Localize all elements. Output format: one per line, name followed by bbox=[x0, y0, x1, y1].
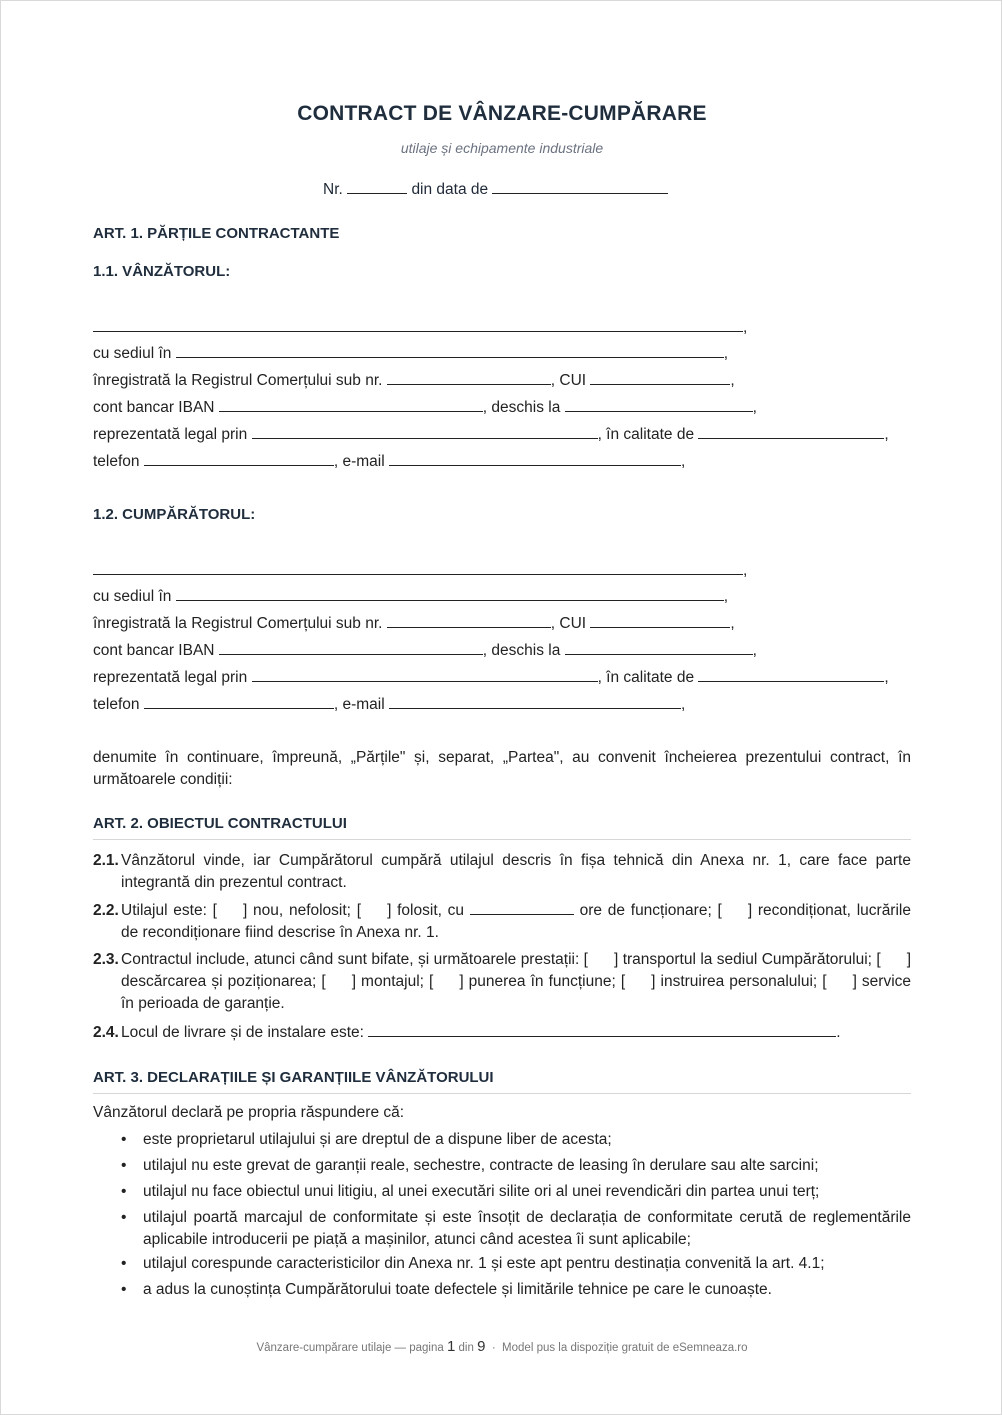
nr-label: Nr. bbox=[323, 181, 343, 198]
footer-page-number: 1 bbox=[446, 1338, 456, 1355]
clause-part: ] descărcarea și poziționarea; [ bbox=[121, 951, 911, 990]
clause-text: Vânzătorul vinde, iar Cumpărătorul cumpără utilajul descris în fișa tehnică din Anexa nr. 1, care face parte integrantă din prezentul contract. bbox=[121, 852, 911, 891]
reg-blank bbox=[387, 370, 551, 385]
declaration-item bbox=[121, 1207, 911, 1251]
email-blank bbox=[389, 694, 681, 709]
art2-heading: ART. 2. OBIECTUL CONTRACTULUI bbox=[93, 815, 347, 832]
calitate-label: , în calitate de bbox=[597, 426, 695, 443]
cui-label: , CUI bbox=[550, 615, 587, 632]
clause-part: ] folosit, cu bbox=[387, 902, 465, 919]
clause-2-2 bbox=[93, 900, 911, 944]
clause-number: 2.2. bbox=[93, 902, 119, 919]
reg-label: înregistrată la Registrul Comerțului sub nr. bbox=[93, 615, 383, 632]
clause-number: 2.3. bbox=[93, 951, 119, 968]
seller-contact-line bbox=[93, 451, 685, 471]
declaration-text: a adus la cunoștința Cumpărătorului toate defectele și limitările tehnice pe care le cunoaște. bbox=[143, 1281, 772, 1298]
declaration-item bbox=[121, 1129, 911, 1151]
calitate-label: , în calitate de bbox=[597, 669, 695, 686]
seller-sediu-line bbox=[93, 343, 728, 363]
seller-name-line bbox=[93, 317, 747, 337]
iban-blank bbox=[219, 397, 483, 412]
calitate-blank bbox=[698, 424, 884, 439]
declaration-text: este proprietarul utilajului și are dreptul de a dispune liber de acesta; bbox=[143, 1131, 612, 1148]
buyer-name-blank bbox=[93, 560, 743, 575]
comma: , bbox=[752, 399, 757, 416]
footer-doc-label: Vânzare-cumpărare utilaje — pagina bbox=[256, 1342, 444, 1354]
sediu-label: cu sediul în bbox=[93, 345, 172, 362]
parties-closing-paragraph: denumite în continuare, împreună, „Părțile" și, separat, „Partea", au convenit încheierea prezentului contract, în următoarele condiții: bbox=[93, 749, 911, 788]
clause-text bbox=[93, 900, 911, 944]
page-footer bbox=[1, 1338, 1002, 1355]
declaration-item bbox=[121, 1155, 911, 1177]
bullet-icon: • bbox=[121, 1157, 127, 1174]
footer-of: din bbox=[458, 1342, 474, 1354]
clause-number: 2.1. bbox=[93, 852, 119, 869]
comma: , bbox=[743, 319, 748, 336]
telefon-blank bbox=[144, 694, 334, 709]
telefon-label: telefon bbox=[93, 696, 140, 713]
declaration-text: utilajul poartă marcajul de conformitate și este însoțit de declarația de conformitate cerută de reglementările aplicabile introducerii pe piață a mașinilor, atunci când acestea îi sunt aplicabile; bbox=[143, 1209, 911, 1248]
clause-part: Contractul include, atunci când sunt bifate, și următoarele prestații: [ bbox=[121, 951, 588, 968]
iban-label: cont bancar IBAN bbox=[93, 399, 215, 416]
seller-name-blank bbox=[93, 317, 743, 332]
seller-heading: 1.1. VÂNZĂTORUL: bbox=[93, 263, 231, 280]
clause-part: ] recondiționat, lucrările de recondiționare fiind descrise în Anexa nr. 1. bbox=[121, 902, 911, 941]
date-label: din data de bbox=[411, 181, 489, 198]
buyer-name-line bbox=[93, 560, 747, 580]
deschis-label: , deschis la bbox=[482, 399, 561, 416]
clause-part: ] nou, nefolosit; [ bbox=[242, 902, 362, 919]
bullet-icon: • bbox=[121, 1255, 127, 1272]
art3-intro: Vânzătorul declară pe propria răspundere că: bbox=[93, 1104, 405, 1121]
seller-iban-line bbox=[93, 397, 757, 417]
comma: , bbox=[743, 562, 748, 579]
footer-separator: · bbox=[491, 1342, 496, 1354]
email-label: , e-mail bbox=[333, 453, 385, 470]
buyer-reg-line bbox=[93, 613, 735, 633]
hours-blank bbox=[470, 901, 574, 915]
telefon-label: telefon bbox=[93, 453, 140, 470]
clause-part: ore de funcționare; [ bbox=[579, 902, 722, 919]
comma: , bbox=[723, 345, 729, 362]
comma: , bbox=[730, 615, 735, 632]
bullet-icon: • bbox=[121, 1209, 127, 1226]
declaration-item bbox=[121, 1279, 911, 1301]
art3-divider bbox=[93, 1093, 911, 1094]
clause-part: ] transportul la sediul Cumpărătorului; [ bbox=[613, 951, 881, 968]
rep-label: reprezentată legal prin bbox=[93, 669, 248, 686]
rep-blank bbox=[252, 667, 598, 682]
comma: , bbox=[884, 426, 889, 443]
buyer-sediu-line bbox=[93, 586, 728, 606]
rep-blank bbox=[252, 424, 598, 439]
declaration-text: utilajul nu este grevat de garanții reale, sechestre, contracte de leasing în derulare sau alte sarcini; bbox=[143, 1157, 819, 1174]
seller-reg-line bbox=[93, 370, 735, 390]
reg-label: înregistrată la Registrul Comerțului sub nr. bbox=[93, 372, 383, 389]
comma: , bbox=[681, 696, 686, 713]
clause-number: 2.4. bbox=[93, 1024, 119, 1041]
delivery-place-blank bbox=[368, 1023, 836, 1037]
iban-blank bbox=[219, 640, 483, 655]
email-label: , e-mail bbox=[333, 696, 385, 713]
email-blank bbox=[389, 451, 681, 466]
buyer-heading: 1.2. CUMPĂRĂTORUL: bbox=[93, 506, 256, 523]
clause-part: ] instruirea personalului; [ bbox=[651, 973, 827, 990]
comma: , bbox=[752, 642, 757, 659]
bullet-icon: • bbox=[121, 1183, 127, 1200]
declaration-item bbox=[121, 1181, 911, 1203]
comma: , bbox=[884, 669, 889, 686]
declaration-text: utilajul nu face obiectul unui litigiu, al unei executări silite ori al unei revendicări din partea unui terț; bbox=[143, 1183, 820, 1200]
clause-2-1 bbox=[93, 850, 911, 894]
contract-number-line bbox=[323, 180, 668, 199]
nr-blank bbox=[347, 180, 407, 194]
rep-label: reprezentată legal prin bbox=[93, 426, 248, 443]
date-blank bbox=[492, 180, 668, 194]
iban-label: cont bancar IBAN bbox=[93, 642, 215, 659]
art1-heading: ART. 1. PĂRȚILE CONTRACTANTE bbox=[93, 225, 340, 242]
telefon-blank bbox=[144, 451, 334, 466]
art2-divider bbox=[93, 839, 911, 840]
clause-part: Utilajul este: [ bbox=[121, 902, 217, 919]
clause-part: Locul de livrare și de instalare este: bbox=[121, 1024, 364, 1041]
declaration-text: utilajul corespunde caracteristicilor din Anexa nr. 1 și este apt pentru destinația convenită la art. 4.1; bbox=[143, 1255, 825, 1272]
footer-total-pages: 9 bbox=[477, 1338, 486, 1355]
sediu-label: cu sediul în bbox=[93, 588, 172, 605]
clause-part: ] punerea în funcțiune; [ bbox=[459, 973, 626, 990]
bullet-icon: • bbox=[121, 1281, 127, 1298]
buyer-rep-line bbox=[93, 667, 889, 687]
seller-rep-line bbox=[93, 424, 889, 444]
document-subtitle: utilaje și echipamente industriale bbox=[400, 140, 604, 156]
clause-part: . bbox=[836, 1024, 841, 1041]
comma: , bbox=[681, 453, 686, 470]
clause-2-4 bbox=[93, 1022, 911, 1044]
clause-text bbox=[93, 1022, 911, 1044]
clause-part: ] service în perioada de garanție. bbox=[121, 973, 912, 1012]
bullet-icon: • bbox=[121, 1131, 127, 1148]
buyer-iban-line bbox=[93, 640, 757, 660]
declaration-item bbox=[121, 1253, 911, 1275]
clause-text bbox=[93, 949, 911, 1015]
document-title: CONTRACT DE VÂNZARE-CUMPĂRARE bbox=[297, 102, 707, 125]
comma: , bbox=[730, 372, 735, 389]
cui-blank bbox=[590, 613, 730, 628]
reg-blank bbox=[387, 613, 551, 628]
clause-2-3 bbox=[93, 949, 911, 1015]
bank-blank bbox=[565, 397, 753, 412]
deschis-label: , deschis la bbox=[482, 642, 561, 659]
sediu-blank bbox=[176, 343, 724, 358]
clause-part: ] montajul; [ bbox=[351, 973, 434, 990]
art3-heading: ART. 3. DECLARAȚIILE ȘI GARANȚIILE VÂNZĂTORULUI bbox=[93, 1069, 494, 1086]
cui-label: , CUI bbox=[550, 372, 587, 389]
sediu-blank bbox=[176, 586, 724, 601]
bank-blank bbox=[565, 640, 753, 655]
footer-credit: Model pus la dispoziție gratuit de eSemneaza.ro bbox=[502, 1342, 748, 1354]
buyer-contact-line bbox=[93, 694, 685, 714]
comma: , bbox=[723, 588, 729, 605]
cui-blank bbox=[590, 370, 730, 385]
calitate-blank bbox=[698, 667, 884, 682]
